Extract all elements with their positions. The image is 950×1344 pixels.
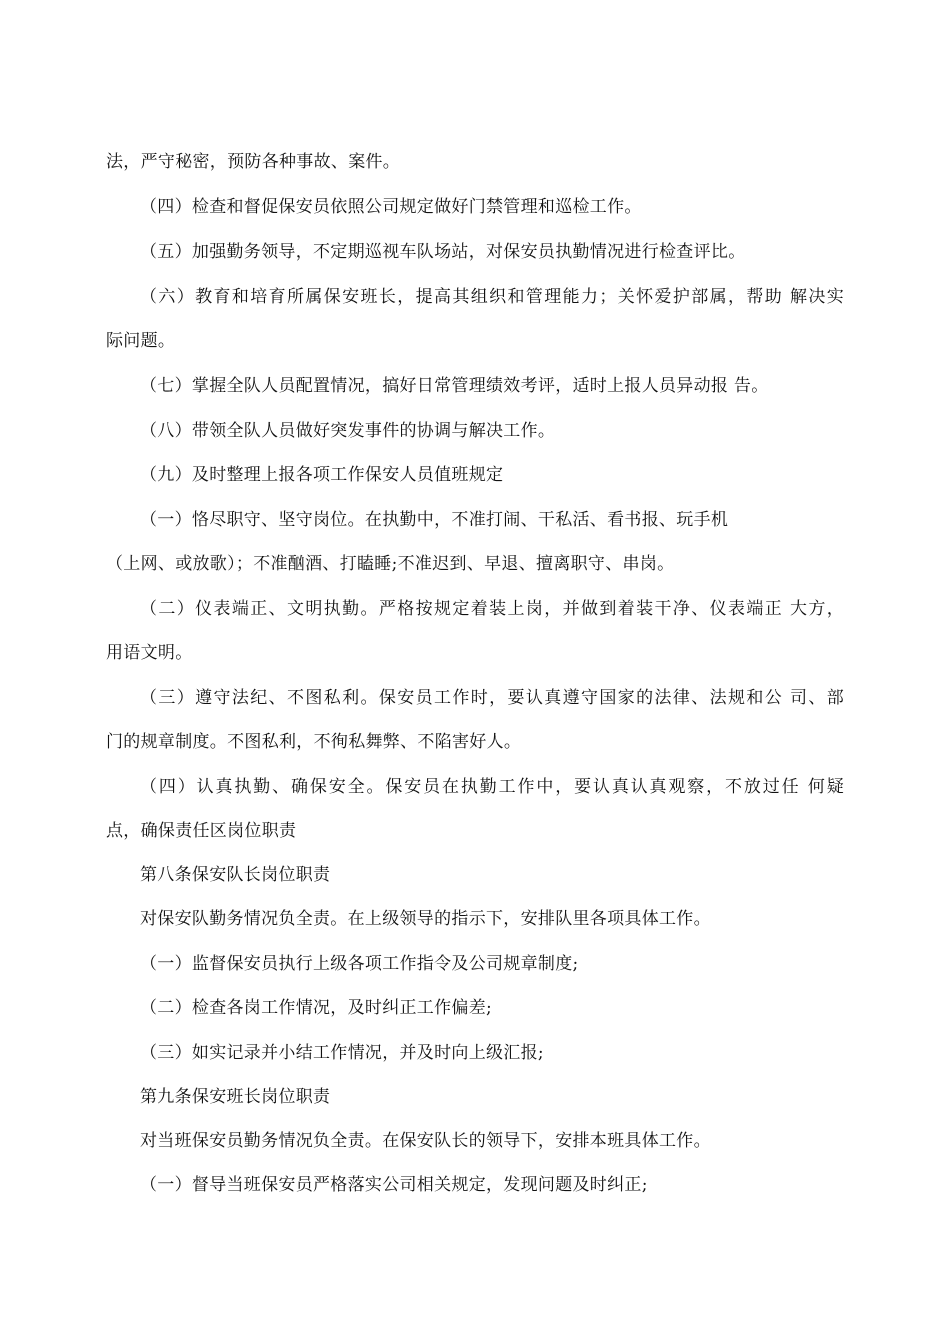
list-item: （二）检查各岗工作情况，及时纠正工作偏差; [140, 998, 493, 1018]
list-item: （六）教育和培育所属保安班长，提高其组织和管理能力；关怀爱护部属，帮助 解决实 [140, 287, 844, 307]
list-item: （一）恪尽职守、坚守岗位。在执勤中，不准打闹、干私活、看书报、玩手机 [140, 510, 729, 530]
section-heading: 第九条保安班长岗位职责 [140, 1087, 331, 1107]
list-item: （九）及时整理上报各项工作保安人员值班规定 [140, 465, 504, 485]
list-item: （三）如实记录并小结工作情况，并及时向上级汇报; [140, 1043, 544, 1063]
list-item: （一）监督保安员执行上级各项工作指令及公司规章制度; [140, 954, 579, 974]
text-line: 用语文明。 [106, 643, 193, 663]
list-item: （四）检查和督促保安员依照公司规定做好门禁管理和巡检工作。 [140, 197, 642, 217]
list-item: （三）遵守法纪、不图私利。保安员工作时，要认真遵守国家的法律、法规和公 司、部 [140, 688, 844, 708]
list-item: （四）认真执勤、确保安全。保安员在执勤工作中，要认真认真观察，不放过任 何疑 [140, 777, 844, 797]
list-item: （七）掌握全队人员配置情况，搞好日常管理绩效考评，适时上报人员异动报 告。 [140, 376, 769, 396]
text-line: （上网、或放歌）；不准酗酒、打瞌睡;不准迟到、早退、擅离职守、串岗。 [106, 554, 675, 574]
list-item: （二）仪表端正、文明执勤。严格按规定着装上岗，并做到着装干净、仪表端正 大方， [140, 599, 844, 619]
list-item: （五）加强勤务领导，不定期巡视车队场站，对保安员执勤情况进行检查评比。 [140, 242, 746, 262]
section-heading: 第八条保安队长岗位职责 [140, 865, 331, 885]
list-item: （八）带领全队人员做好突发事件的协调与解决工作。 [140, 421, 556, 441]
text-line: 对保安队勤务情况负全责。在上级领导的指示下，安排队里各项具体工作。 [140, 909, 711, 929]
text-line: 法，严守秘密，预防各种事故、案件。 [106, 152, 401, 172]
text-line: 际问题。 [106, 331, 176, 351]
text-line: 点，确保责任区岗位职责 [106, 821, 297, 841]
text-line: 门的规章制度。不图私利，不徇私舞弊、不陷害好人。 [106, 732, 522, 752]
text-line: 对当班保安员勤务情况负全责。在保安队长的领导下，安排本班具体工作。 [140, 1131, 711, 1151]
list-item: （一）督导当班保安员严格落实公司相关规定，发现问题及时纠正; [140, 1175, 648, 1195]
